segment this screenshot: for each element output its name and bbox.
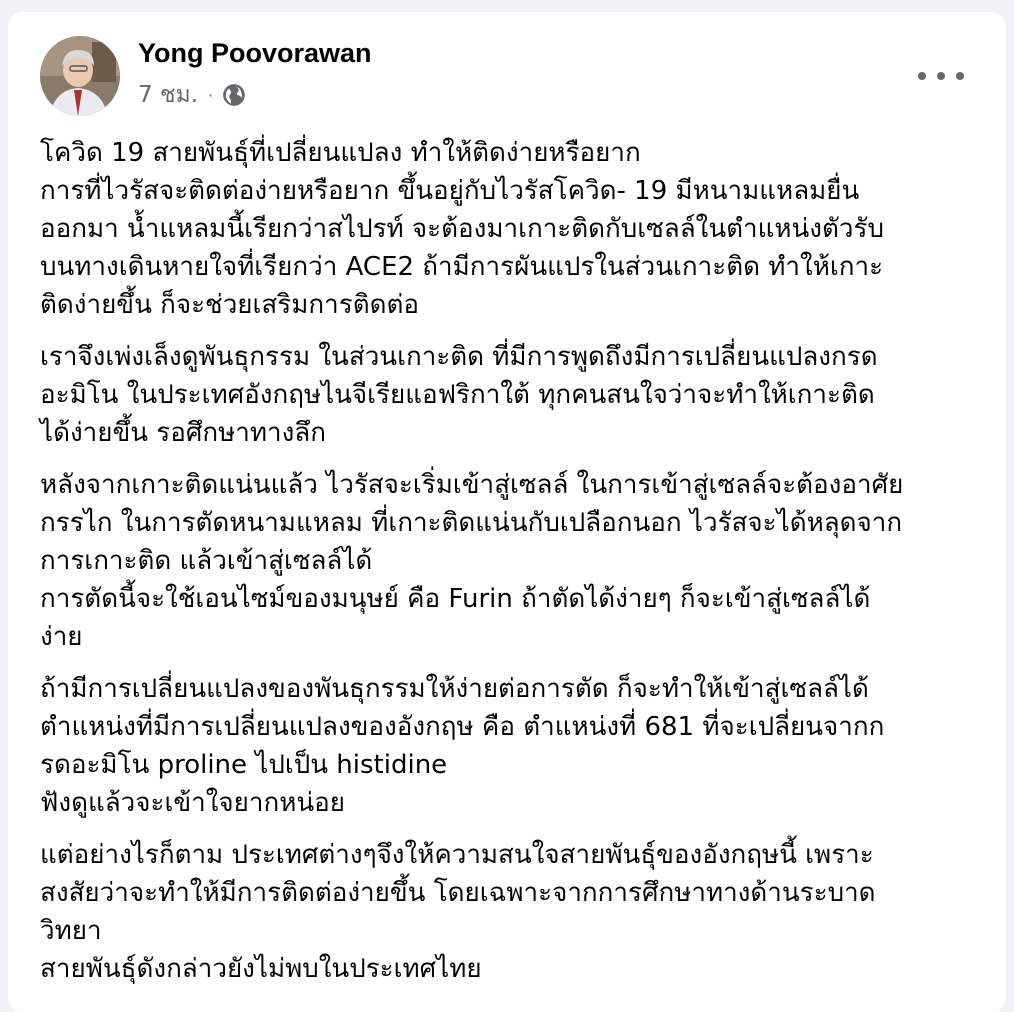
post-line: ถ้ามีการเปลี่ยนแปลงของพันธุกรรมให้ง่ายต่อการตัด ก็จะทำให้เข้าสู่เซลล์ได้	[40, 674, 869, 704]
post-card	[8, 12, 1006, 1012]
post-line: ง่าย	[40, 622, 83, 652]
post-line: การเกาะติด แล้วเข้าสู่เซลล์ได้	[40, 546, 373, 576]
post-paragraph-4	[40, 670, 990, 822]
author-name[interactable]: Yong Poovorawan	[138, 38, 372, 68]
post-line: โควิด 19 สายพันธุ์ที่เปลี่ยนแปลง ทำให้ติดง่ายหรือยาก	[40, 138, 641, 168]
avatar-image	[40, 36, 120, 116]
post-time[interactable]: 7 ชม.	[138, 82, 199, 108]
meta-separator: ·	[208, 85, 214, 105]
more-dot-3	[956, 72, 964, 80]
post-line: วิทยา	[40, 916, 102, 946]
more-dot-2	[937, 72, 945, 80]
globe-icon[interactable]	[221, 82, 247, 108]
post-line: รดอะมิโน proline ไปเป็น histidine	[40, 750, 448, 780]
post-line: แต่อย่างไรก็ตาม ประเทศต่างๆจึงให้ความสนใจสายพันธุ์ของอังกฤษนี้ เพราะ	[40, 840, 874, 870]
post-line: ได้ง่ายขึ้น รอศึกษาทางลึก	[40, 418, 326, 448]
post-line: เราจึงเพ่งเล็งดูพันธุกรรม ในส่วนเกาะติด ที่มีการพูดถึงมีการเปลี่ยนแปลงกรด	[40, 342, 878, 372]
post-header	[8, 12, 1006, 122]
avatar[interactable]	[40, 36, 120, 116]
post-line: บนทางเดินหายใจที่เรียกว่า ACE2 ถ้ามีการผันแปรในส่วนเกาะติด ทำให้เกาะ	[40, 252, 884, 282]
post-paragraph-2	[40, 338, 990, 452]
post-line: อะมิโน ในประเทศอังกฤษไนจีเรียแอฟริกาใต้ ทุกคนสนใจว่าจะทำให้เกาะติด	[40, 380, 875, 410]
post-meta	[138, 80, 247, 110]
more-options-icon[interactable]	[918, 64, 964, 88]
post-paragraph-5	[40, 836, 990, 988]
post-line: กรรไก ในการตัดหนามแหลม ที่เกาะติดแน่นกับเปลือกนอก ไวรัสจะได้หลุดจาก	[40, 508, 903, 538]
post-line: ออกมา น้ำแหลมนี้เรียกว่าสไปรท์ จะต้องมาเกาะติดกับเซลล์ในตำแหน่งตัวรับ	[40, 214, 884, 244]
post-line: สงสัยว่าจะทำให้มีการติดต่อง่ายขึ้น โดยเฉพาะจากการศึกษาทางด้านระบาด	[40, 878, 876, 908]
post-line: หลังจากเกาะติดแน่นแล้ว ไวรัสจะเริ่มเข้าสู่เซลล์ ในการเข้าสู่เซลล์จะต้องอาศัย	[40, 470, 904, 500]
more-dot-1	[918, 72, 926, 80]
post-line: ตำแหน่งที่มีการเปลี่ยนแปลงของอังกฤษ คือ ตำแหน่งที่ 681 ที่จะเปลี่ยนจากก	[40, 712, 885, 742]
post-body	[40, 134, 990, 1002]
post-paragraph-1	[40, 134, 990, 324]
post-line: ฟังดูแล้วจะเข้าใจยากหน่อย	[40, 788, 346, 818]
post-line: ติดง่ายขึ้น ก็จะช่วยเสริมการติดต่อ	[40, 290, 419, 320]
post-line: สายพันธุ์ดังกล่าวยังไม่พบในประเทศไทย	[40, 954, 482, 984]
post-line: การตัดนี้จะใช้เอนไซม์ของมนุษย์ คือ Furin ถ้าตัดได้ง่ายๆ ก็จะเข้าสู่เซลล์ได้	[40, 584, 871, 614]
post-line: การที่ไวรัสจะติดต่อง่ายหรือยาก ขึ้นอยู่กับไวรัสโควิด- 19 มีหนามแหลมยื่น	[40, 176, 860, 206]
post-paragraph-3	[40, 466, 990, 656]
